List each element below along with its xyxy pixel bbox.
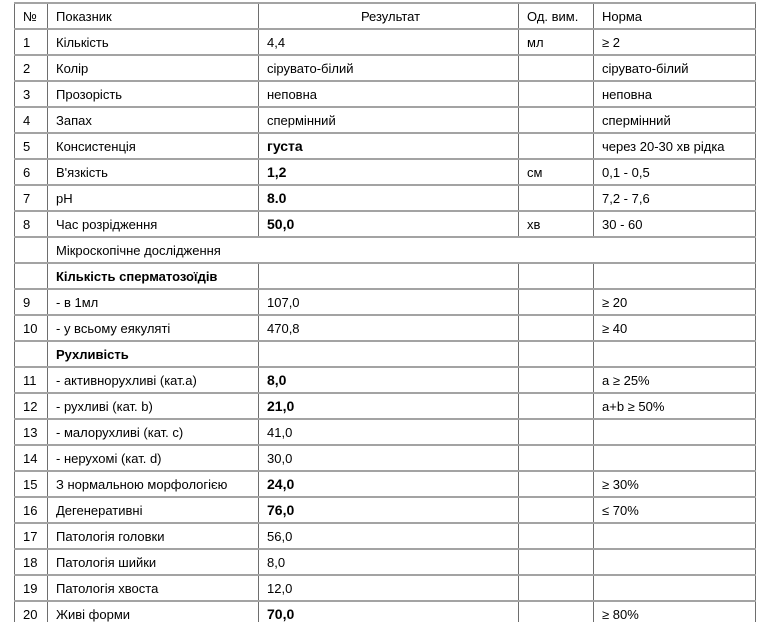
result-cell — [259, 341, 519, 367]
norm-cell — [594, 575, 756, 601]
result-cell: неповна — [259, 81, 519, 107]
unit-cell — [519, 315, 594, 341]
result-cell: 107,0 — [259, 289, 519, 315]
unit-cell: хв — [519, 211, 594, 237]
unit-cell — [519, 523, 594, 549]
norm-cell — [594, 445, 756, 471]
norm-cell: a ≥ 25% — [594, 367, 756, 393]
table-row — [15, 159, 756, 185]
unit-cell — [519, 133, 594, 159]
table-row — [15, 185, 756, 211]
indicator-cell: Дегенеративні — [48, 497, 259, 523]
norm-cell — [594, 263, 756, 289]
result-cell: 470,8 — [259, 315, 519, 341]
table-row — [15, 523, 756, 549]
table-row — [15, 29, 756, 55]
table-row — [15, 471, 756, 497]
result-cell: 30,0 — [259, 445, 519, 471]
result-cell: 1,2 — [259, 159, 519, 185]
row-number-cell: 2 — [15, 55, 48, 81]
table-row — [15, 601, 756, 622]
table-row — [15, 367, 756, 393]
header-row — [15, 3, 756, 29]
indicator-cell: - активнорухливі (кат.а) — [48, 367, 259, 393]
result-cell: 70,0 — [259, 601, 519, 622]
indicator-cell: Консистенція — [48, 133, 259, 159]
row-number-cell — [15, 263, 48, 289]
result-cell: 4,4 — [259, 29, 519, 55]
row-number-cell: 4 — [15, 107, 48, 133]
result-cell: 76,0 — [259, 497, 519, 523]
indicator-cell: Прозорість — [48, 81, 259, 107]
unit-cell — [519, 575, 594, 601]
unit-cell — [519, 471, 594, 497]
result-cell: 12,0 — [259, 575, 519, 601]
result-cell: 56,0 — [259, 523, 519, 549]
result-cell: сірувато-білий — [259, 55, 519, 81]
table-header — [15, 3, 756, 29]
indicator-cell: Час розрідження — [48, 211, 259, 237]
table-row — [15, 81, 756, 107]
indicator-cell: Патологія хвоста — [48, 575, 259, 601]
norm-cell: ≥ 30% — [594, 471, 756, 497]
table-row — [15, 393, 756, 419]
indicator-cell: Кількість — [48, 29, 259, 55]
table-row — [15, 55, 756, 81]
indicator-cell: Патологія шийки — [48, 549, 259, 575]
norm-cell — [594, 549, 756, 575]
indicator-cell: З нормальною морфологією — [48, 471, 259, 497]
norm-cell: ≥ 80% — [594, 601, 756, 622]
unit-cell — [519, 81, 594, 107]
norm-cell: ≥ 40 — [594, 315, 756, 341]
unit-cell — [519, 55, 594, 81]
norm-cell — [594, 341, 756, 367]
result-cell: 41,0 — [259, 419, 519, 445]
group-label-row — [15, 341, 756, 367]
row-number-cell: 7 — [15, 185, 48, 211]
row-number-cell: 6 — [15, 159, 48, 185]
result-cell: густа — [259, 133, 519, 159]
indicator-cell: Живі форми — [48, 601, 259, 622]
unit-cell: см — [519, 159, 594, 185]
group-label: Рухливість — [48, 341, 259, 367]
row-number-cell: 9 — [15, 289, 48, 315]
indicator-cell: - рухливі (кат. b) — [48, 393, 259, 419]
norm-cell: 0,1 - 0,5 — [594, 159, 756, 185]
unit-cell — [519, 419, 594, 445]
row-number-cell: 19 — [15, 575, 48, 601]
norm-cell: ≥ 20 — [594, 289, 756, 315]
row-number-cell — [15, 237, 48, 263]
table-row — [15, 289, 756, 315]
table-row — [15, 107, 756, 133]
row-number-cell: 8 — [15, 211, 48, 237]
header-result: Результат — [259, 3, 519, 29]
indicator-cell: - у всьому еякуляті — [48, 315, 259, 341]
row-number-cell: 16 — [15, 497, 48, 523]
result-cell: 8,0 — [259, 549, 519, 575]
table-row — [15, 549, 756, 575]
indicator-cell: Патологія головки — [48, 523, 259, 549]
unit-cell — [519, 367, 594, 393]
table-row — [15, 211, 756, 237]
result-cell — [259, 263, 519, 289]
norm-cell: неповна — [594, 81, 756, 107]
row-number-cell: 3 — [15, 81, 48, 107]
row-number-cell: 12 — [15, 393, 48, 419]
table-row — [15, 133, 756, 159]
result-cell: 8.0 — [259, 185, 519, 211]
table-row — [15, 497, 756, 523]
table-row — [15, 575, 756, 601]
result-cell: 21,0 — [259, 393, 519, 419]
unit-cell — [519, 107, 594, 133]
table-row — [15, 315, 756, 341]
row-number-cell: 14 — [15, 445, 48, 471]
section-header-row — [15, 237, 756, 263]
result-cell: 50,0 — [259, 211, 519, 237]
unit-cell — [519, 341, 594, 367]
table-row — [15, 419, 756, 445]
row-number-cell: 20 — [15, 601, 48, 622]
indicator-cell: - в 1мл — [48, 289, 259, 315]
norm-cell: a+b ≥ 50% — [594, 393, 756, 419]
unit-cell — [519, 185, 594, 211]
indicator-cell: Колір — [48, 55, 259, 81]
norm-cell: ≥ 2 — [594, 29, 756, 55]
result-cell: 24,0 — [259, 471, 519, 497]
section-title: Мікроскопічне дослідження — [48, 237, 756, 263]
result-cell: 8,0 — [259, 367, 519, 393]
header-norm: Норма — [594, 3, 756, 29]
row-number-cell: 11 — [15, 367, 48, 393]
indicator-cell: В'язкість — [48, 159, 259, 185]
indicator-cell: Запах — [48, 107, 259, 133]
lab-results-table — [14, 2, 756, 622]
unit-cell — [519, 445, 594, 471]
row-number-cell: 18 — [15, 549, 48, 575]
norm-cell: сірувато-білий — [594, 55, 756, 81]
row-number-cell: 5 — [15, 133, 48, 159]
norm-cell: ≤ 70% — [594, 497, 756, 523]
norm-cell: спермінний — [594, 107, 756, 133]
header-indicator: Показник — [48, 3, 259, 29]
norm-cell: через 20-30 хв рідка — [594, 133, 756, 159]
unit-cell — [519, 549, 594, 575]
result-cell: спермінний — [259, 107, 519, 133]
header-number: № — [15, 3, 48, 29]
row-number-cell: 17 — [15, 523, 48, 549]
unit-cell — [519, 289, 594, 315]
row-number-cell: 10 — [15, 315, 48, 341]
group-label-row — [15, 263, 756, 289]
indicator-cell: - малорухливі (кат. c) — [48, 419, 259, 445]
unit-cell — [519, 601, 594, 622]
group-label: Кількість сперматозоїдів — [48, 263, 259, 289]
table-row — [15, 445, 756, 471]
norm-cell — [594, 419, 756, 445]
indicator-cell: - нерухомі (кат. d) — [48, 445, 259, 471]
unit-cell — [519, 263, 594, 289]
unit-cell — [519, 393, 594, 419]
row-number-cell: 1 — [15, 29, 48, 55]
norm-cell: 30 - 60 — [594, 211, 756, 237]
header-unit: Од. вим. — [519, 3, 594, 29]
indicator-cell: pH — [48, 185, 259, 211]
norm-cell — [594, 523, 756, 549]
norm-cell: 7,2 - 7,6 — [594, 185, 756, 211]
unit-cell — [519, 497, 594, 523]
row-number-cell — [15, 341, 48, 367]
unit-cell: мл — [519, 29, 594, 55]
table-body — [15, 29, 756, 622]
row-number-cell: 15 — [15, 471, 48, 497]
row-number-cell: 13 — [15, 419, 48, 445]
